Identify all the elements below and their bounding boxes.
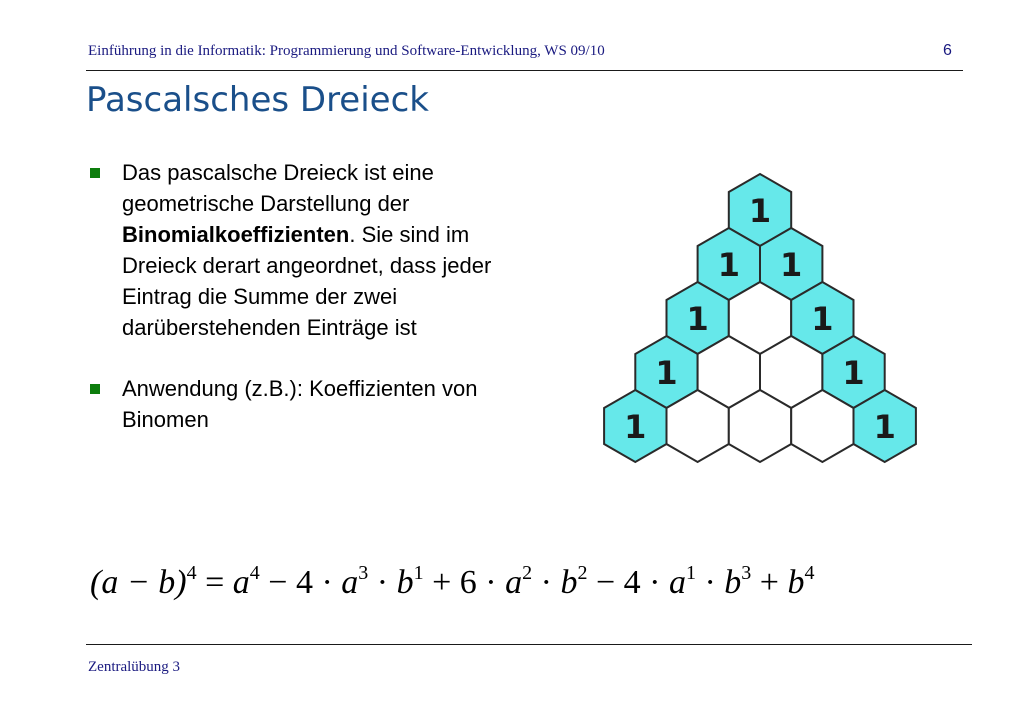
formula-term: · $b^2$ xyxy=(532,562,588,601)
hex-cell-value: 1 xyxy=(780,246,803,284)
hex-cell-value: 1 xyxy=(748,192,772,230)
hex-cell-value: 1 xyxy=(717,246,740,284)
hex-cell-value: 1 xyxy=(686,300,709,338)
slide-title: Pascalsches Dreieck xyxy=(86,80,429,120)
formula-term: − $4 \cdot a^3$ xyxy=(259,562,369,601)
footer-text: Zentralübung 3 xyxy=(88,659,181,675)
course-header: Einführung in die Informatik: Programmierung und Software-Entwicklung, WS 09/10 xyxy=(88,43,605,59)
pascal-triangle-diagram xyxy=(590,170,930,480)
hex-cell-value: 1 xyxy=(811,300,834,338)
bullet-bold-term: Binomialkoeffizienten xyxy=(122,222,350,247)
hex-cell-value: 1 xyxy=(624,408,647,446)
hex-cell-value: 1 xyxy=(873,408,896,446)
header-divider xyxy=(86,70,963,71)
formula-lhs: $(a - b)^4$ xyxy=(90,562,197,601)
formula-term: + $b^4$ xyxy=(751,562,815,601)
footer-divider xyxy=(86,644,972,645)
formula-term: · $b^1$ xyxy=(368,562,424,601)
bullet-item-application xyxy=(88,373,518,435)
bullet-square-icon xyxy=(90,168,100,178)
formula-term: + $6 \cdot a^2$ xyxy=(423,562,533,601)
bullet-list xyxy=(88,157,518,435)
formula-term: − $4 \cdot a^1$ xyxy=(587,562,696,601)
bullet-text: Das pascalsche Dreieck ist eine geometrische Darstellung der xyxy=(122,160,434,216)
binomial-formula xyxy=(90,562,814,602)
formula-term: = $a^4$ xyxy=(196,562,260,601)
page-number: 6 xyxy=(943,42,952,59)
hex-cell-value: 1 xyxy=(655,354,678,392)
bullet-text: Anwendung (z.B.): Koeffizienten von Binomen xyxy=(122,376,478,432)
bullet-item-definition xyxy=(88,157,518,343)
bullet-square-icon xyxy=(90,384,100,394)
hex-cell-value: 1 xyxy=(842,354,865,392)
formula-term: · $b^3$ xyxy=(695,562,752,601)
bullet-text-continued: . Sie sind im Dreieck derart angeordnet, dass jeder Eintrag die Summe der zwei darüberstehenden Einträge ist xyxy=(122,222,492,340)
